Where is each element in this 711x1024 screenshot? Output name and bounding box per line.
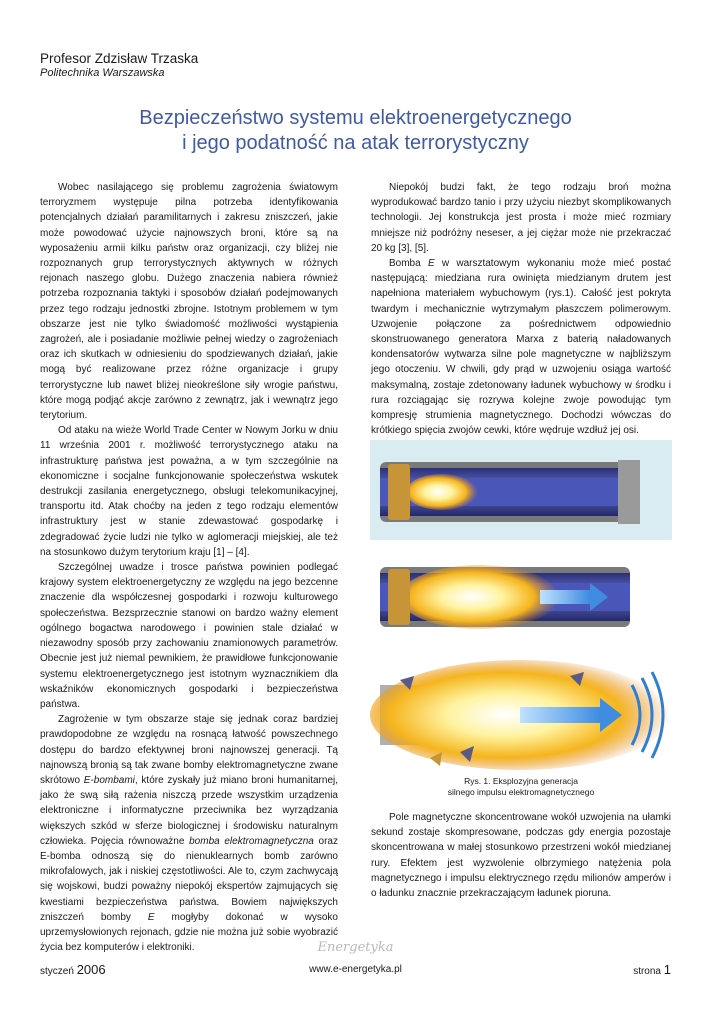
paragraph: Szczególnej uwadze i trosce państwa powinien podlegać krajowy system elektroenergetyczny ze względu na jego bezcenne znaczenie dla współczesnej gospodarki i rozwoju kulturowego społeczeństwa. Bezsprzecznie stanowi on bardzo ważny element ogólnego bogactwa narodowego i powinien stale działać w niezawodny sposób przy zachowaniu znamionowych parametrów. Obecnie jest już niemal pewnikiem, że prawidłowe funkcjonowanie systemu elektroenergetycznego jest istotnym wyznacznikiem dla wskaźników ekonomicznych gospodarki i bezpieczeństwa państwa.	[40, 562, 338, 710]
footer-page	[633, 962, 671, 977]
text-run: Zagrożenie w tym obszarze staje się jednak coraz bardziej prawdopodobne ze względu na rosnącą łatwość powszechnego dostępu do bardzo efektywnej broni najnowszej generacji. Tą najnowszą bronią są tak zwane bomby elektromagnetyczne zwane skrótowo	[40, 714, 338, 786]
footer-page-label: strona	[633, 966, 661, 977]
energetyka-logo: Energetyka	[317, 940, 394, 955]
figure-stage-3	[370, 650, 672, 770]
paragraph: Wobec nasilającego się problemu zagrożenia światowym terroryzmem występuje pilna potrzeba identyfikowania potencjalnych działań paramilitarnych i zakresu zniszczeń, jakie może powodować użycie najnowszych broni, które są na wyposażeniu armii kilku państw oraz organizacji, czy bliżej nie rozpoznanych grup terrorystycznych aktywnych w różnych rejonach naszego globu. Dużego znaczenia nabiera również potrzeba rozpoznania taktyki i sposobów działań podejmowanych przez tego rodzaju jednostki zbrojne. Istotnym problemem w tym obszarze jest nie tylko świadomość możliwości wystąpienia zagrożeń, ale i posiadanie możliwie pełnej wiedzy o zagrożeniach oraz ich skutkach w odniesieniu do spodziewanych działań, jakie mogą być realizowane przez różne organizacje i grupy terrorystyczne lub nawet bliżej nieokreślone siły wrogie państwu, które mogą podjąć akcje zarówno z zewnątrz, jak i wewnątrz jego terytorium.	[40, 182, 338, 422]
emphasis-term: E-bombami	[83, 774, 135, 786]
paragraph: Pole magnetyczne skoncentrowane wokół uzwojenia na ułamki sekund zostaje skompresowane, podczas gdy energia pozostaje skoncentrowana w małej stosunkowo przestrzeni wokół miedzianej rury. Efektem jest wyzwolenie olbrzymiego natężenia pola magnetycznego i impulsu elektrycznego rzędu milionów amperów i o ładunku znacznie przekraczającym ładunek pioruna.	[371, 812, 671, 900]
footer-page-number: 1	[663, 962, 671, 977]
paragraph	[371, 256, 671, 438]
article-title-line-2: i jego podatność na atak terrorystyczny	[182, 132, 529, 154]
paragraph: Od ataku na wieże World Trade Center w Nowym Jorku w dniu 11 września 2001 r. możliwość terrorystycznego ataku na infrastrukturę państwa jest poważna, a w tym szczególnie na ekonomiczne i socjalne funkcjonowanie społeczeństwa wskutek destrukcji zasilania energetycznego, obsługi telekomunikacyjnej, transportu itd. Atak choćby na jeden z tego rodzaju elementów infrastruktury jest w stanie zdewastować gospodarkę i zdegradować życie ludzi nie tylko w aglomeracji miejskiej, ale też na stosunkowo dużym terytorium kraju [1] – [4].	[40, 425, 338, 558]
footer-website: www.e-energetyka.pl	[309, 964, 402, 975]
emphasis-term: E	[427, 258, 435, 270]
article-title-line-1: Bezpieczeństwo systemu elektroenergetycznego	[139, 107, 572, 129]
author-affiliation: Politechnika Warszawska	[40, 67, 165, 79]
figure-caption-line-2: silnego impulsu elektromagnetycznego	[447, 787, 595, 797]
right-column	[371, 180, 671, 438]
footer-year: 2006	[76, 962, 106, 977]
figure-caption	[370, 776, 672, 798]
text-run: w warsztatowym wykonaniu może mieć postać następującą: miedziana rura owinięta miedzianym drutem jest napełniona materiałem wybuchowym (rys.1). Całość jest pokryta twardym i mechanicznie wytrzymałym płaszczem polimerowym. Uzwojenie połączone za pośrednictwem odpowiednio skonstruowanego generatora Marxa z baterią naładowanych kondensatorów wytwarza silne pole magnetyczne w najbliższym jego otoczeniu. W chwili, gdy prąd w uzwojeniu osiąga wartość maksymalną, zostaje zdetonowany ładunek wybuchowy w środku i rura rozciągając się rozrywa kolejne zwoje powodując tym kompresję strumienia magnetycznego. Dochodzi wówczas do krótkiego spięcia zwojów cewki, które wędruje wzdłuż jej osi.	[371, 258, 671, 437]
figure-stage-2	[370, 545, 672, 645]
paragraph	[40, 712, 338, 955]
figure-stage-1	[370, 440, 672, 540]
figure-caption-line-1: Rys. 1. Eksplozyjna generacja	[464, 776, 578, 786]
text-run: Bomba	[389, 258, 428, 270]
author-name: Profesor Zdzisław Trzaska	[40, 51, 199, 66]
right-column-continued	[371, 810, 671, 901]
emphasis-term: bomba elektromagnetyczna	[189, 835, 314, 847]
text-run: oraz E-bomba odnoszą się do nienuklearnych bomb zarówno mikrofalowych, jak i niskiej częstotliwości. Ale to, czym zachwycają się wojskowi, budzi poważny niepokój ekspertów zajmujących się kwestiami bezpieczeństwa państwa. Bowiem największych zniszczeń bomby	[40, 835, 338, 923]
text-run: , które zyskały już miano broni humanitarnej, jako że swą siłą rażenia niszczą przede wszystkim urządzenia elektroniczne i informatyczne przeciwnika bez wyrządzania większych szkód w sferze biologicznej i środowisku naturalnym człowieka. Pojęcia równoważne	[40, 774, 339, 847]
left-column	[40, 180, 338, 955]
footer-month: styczeń	[40, 966, 74, 977]
figure-e-bomb-illustration	[370, 440, 672, 770]
paragraph: Niepokój budzi fakt, że tego rodzaju broń można wyprodukować bardzo tanio i przy użyciu niezbyt skomplikowanych technologii. Jej konstrukcja jest prosta i może mieć rozmiary mniejsze niż podróżny neseser, a jej ciężar może nie przekraczać 20 kg [3], [5].	[371, 182, 671, 254]
article-title	[40, 106, 671, 156]
text-run: mogłyby dokonać w wysoko uprzemysłowionych rejonach, gdzie nie można już sobie wyobrazić życia bez komputerów i elektroniki.	[40, 911, 338, 954]
emphasis-term: E	[147, 911, 155, 923]
